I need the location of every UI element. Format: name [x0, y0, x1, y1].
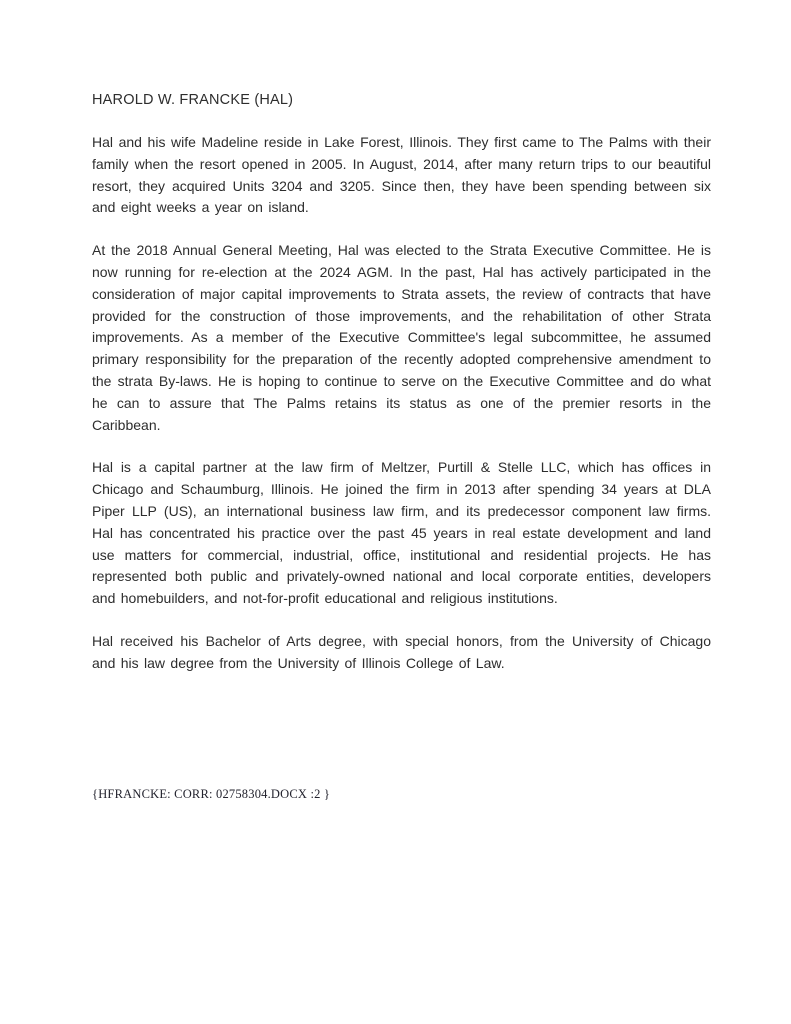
paragraph-education: Hal received his Bachelor of Arts degree, with special honors, from the University of Chicago and his law degree from the University of Illinois College of Law.	[92, 632, 711, 671]
document-content	[92, 89, 711, 675]
paragraph-committee: At the 2018 Annual General Meeting, Hal was elected to the Strata Executive Committee. He is now running for re-election at the 2024 AGM. In the past, Hal has actively participated in the consideration of major capital improvements to Strata assets, the review of contracts that have provided for the construction of those improvements, and the rehabilitation of other Strata improvements. As a member of the Executive Committee's legal subcommittee, he assumed primary responsibility for the preparation of the recently adopted comprehensive amendment to the strata By-laws. He is hoping to continue to serve on the Executive Committee and do what he can to assure that The Palms retains its status as one of the premier resorts in the Caribbean.	[92, 242, 711, 433]
paragraph-career: Hal is a capital partner at the law firm of Meltzer, Purtill & Stelle LLC, which has offices in Chicago and Schaumburg, Illinois. He joined the firm in 2013 after spending 34 years at DLA Piper LLP (US), an international business law firm, and its predecessor component law firms. Hal has concentrated his practice over the past 45 years in real estate development and land use matters for commercial, industrial, office, institutional and residential projects. He has represented both public and privately-owned national and local corporate entities, developers and homebuilders, and not-for-profit educational and religious institutions.	[92, 459, 711, 607]
document-title: HAROLD W. FRANCKE (HAL)	[92, 92, 294, 108]
document-footer-reference: {HFRANCKE: CORR: 02758304.DOCX :2 }	[92, 787, 331, 801]
paragraph-residence: Hal and his wife Madeline reside in Lake Forest, Illinois. They first came to The Palms with their family when the resort opened in 2005. In August, 2014, after many return trips to our beautiful resort, they acquired Units 3204 and 3205. Since then, they have been spending between six and eight weeks a year on island.	[92, 134, 711, 216]
